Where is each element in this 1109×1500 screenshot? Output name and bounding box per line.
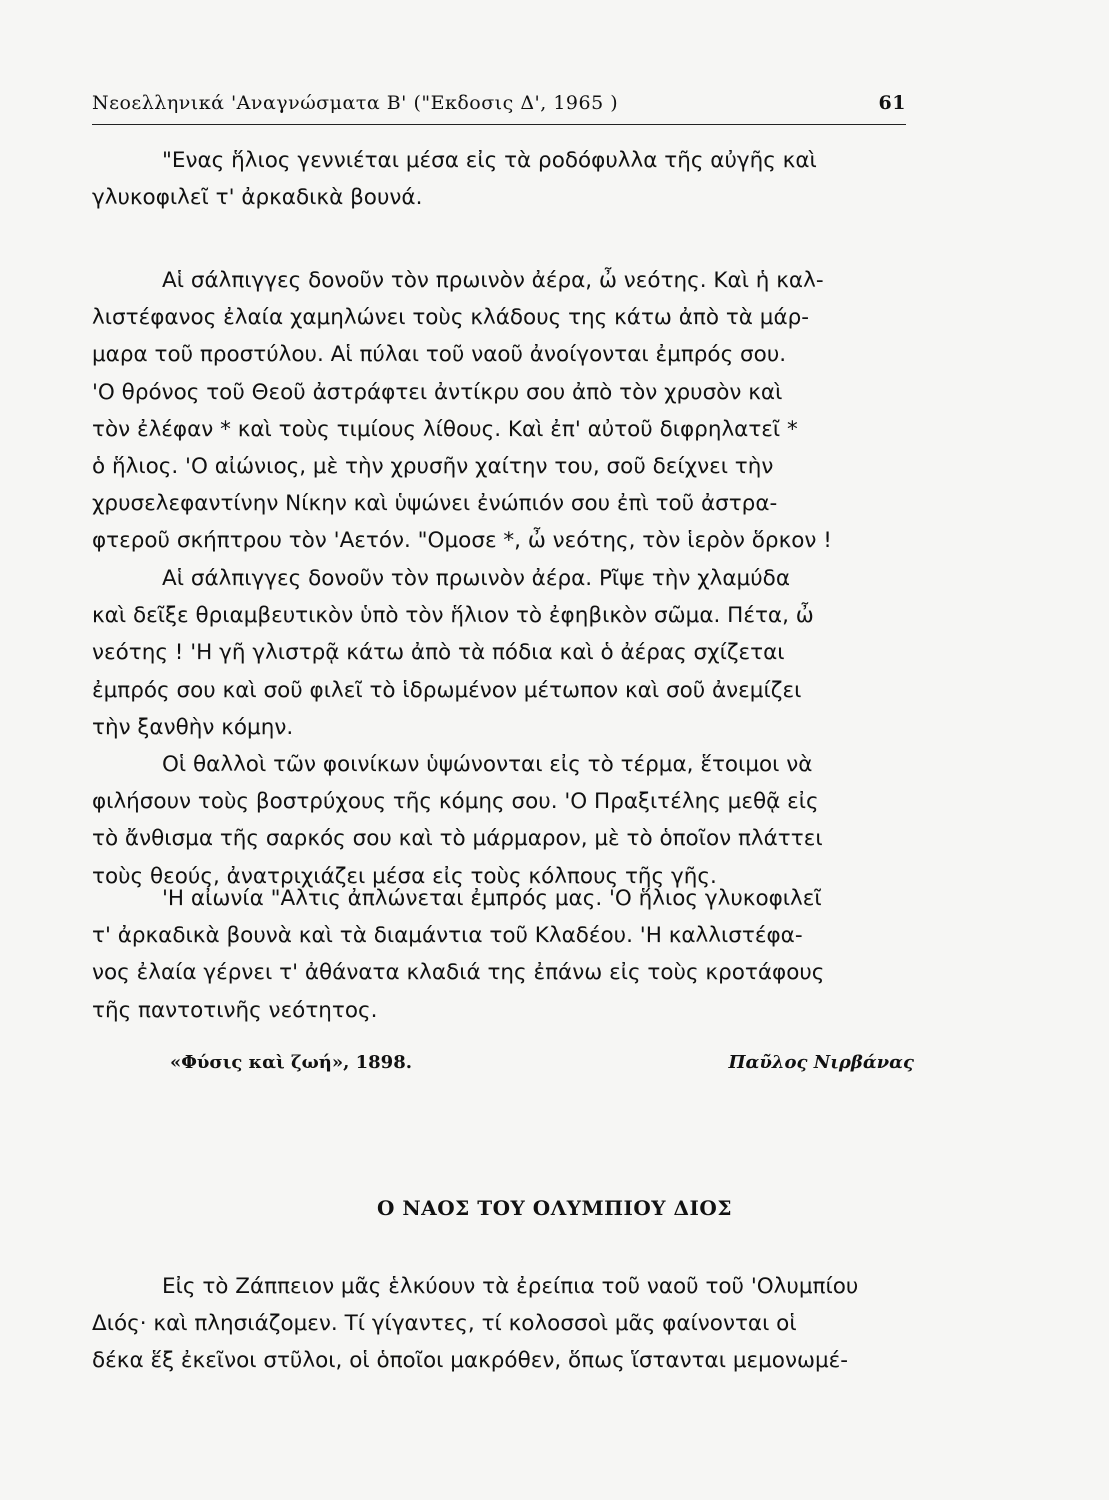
text-line: ἐμπρός σου καὶ σοῦ φιλεῖ τὸ ἱδρωμένον μέτωπον καὶ σοῦ ἀνεμίζει <box>92 677 802 703</box>
paragraph-6 <box>92 1268 914 1380</box>
page-number: 61 <box>878 92 906 114</box>
text-line: νος ἐλαία γέρνει τ' ἀθάνατα κλαδιά της ἐπάνω εἰς τοὺς κροτάφους <box>92 960 825 986</box>
text-line: Διός· καὶ πλησιάζομεν. Τί γίγαντες, τί κολοσσοὶ μᾶς φαίνονται οἱ <box>92 1311 797 1337</box>
paragraph-4 <box>92 746 914 895</box>
text-line: "Ενας ἥλιος γεννιέται μέσα εἰς τὰ ροδόφυλλα τῆς αὐγῆς καὶ <box>162 148 817 173</box>
text-line: τὸν ἐλέφαν * καὶ τοὺς τιμίους λίθους. Καὶ ἐπ' αὐτοῦ διφρηλατεῖ * <box>92 416 798 442</box>
paragraph-1 <box>92 142 914 216</box>
text-line: 'Ο θρόνος τοῦ Θεοῦ ἀστράφτει ἀντίκρυ σου ἀπὸ τὸν χρυσὸν καὶ <box>92 379 783 405</box>
text-line: τῆς παντοτινῆς νεότητος. <box>92 997 378 1023</box>
text-line: τ' ἀρκαδικὰ βουνὰ καὶ τὰ διαμάντια τοῦ Κλαδέου. 'Η καλλιστέφα- <box>92 923 803 949</box>
running-title: Νεοελληνικά 'Αναγνώσματα Β' ("Εκδοσις Δ', 1965 ) <box>92 92 619 114</box>
paragraph-5 <box>92 880 914 1029</box>
text-line: Εἰς τὸ Ζάππειον μᾶς ἑλκύουν τὰ ἐρείπια τοῦ ναοῦ τοῦ 'Ολυμπίου <box>162 1274 859 1299</box>
text-line: Αἱ σάλπιγγες δονοῦν τὸν πρωινὸν ἀέρα. Ρῖψε τὴν χλαμύδα <box>162 566 790 591</box>
text-line: καὶ δεῖξε θριαμβευτικὸν ὑπὸ τὸν ἥλιον τὸ ἐφηβικὸν σῶμα. Πέτα, ὦ <box>92 603 814 629</box>
paragraph-3 <box>92 560 914 746</box>
running-header <box>92 92 906 125</box>
text-line: τὸ ἄνθισμα τῆς σαρκός σου καὶ τὸ μάρμαρον, μὲ τὸ ὁποῖον πλάττει <box>92 826 823 852</box>
source-citation: «Φύσις καὶ ζωή», 1898. <box>170 1052 412 1073</box>
text-line: δέκα ἕξ ἐκεῖνοι στῦλοι, οἱ ὁποῖοι μακρόθεν, ὅπως ἵστανται μεμονωμέ- <box>92 1348 849 1374</box>
text-line: τοὺς θεούς, ἀνατριχιάζει μέσα εἰς τοὺς κόλπους τῆς γῆς. <box>92 863 717 889</box>
text-line: χρυσελεφαντίνην Νίκην καὶ ὑψώνει ἐνώπιόν σου ἐπὶ τοῦ ἀστρα- <box>92 491 778 517</box>
text-line: Οἱ θαλλοὶ τῶν φοινίκων ὑψώνονται εἰς τὸ τέρμα, ἕτοιμοι νὰ <box>162 752 813 777</box>
text-line: 'Η αἰωνία "Αλτις ἀπλώνεται ἐμπρός μας. 'Ο ἥλιος γλυκοφιλεῖ <box>162 886 822 911</box>
text-line: φιλήσουν τοὺς βοστρύχους τῆς κόμης σου. 'Ο Πραξιτέλης μεθᾷ εἰς <box>92 789 819 815</box>
text-line: ὁ ἥλιος. 'Ο αἰώνιος, μὲ τὴν χρυσῆν χαίτην του, σοῦ δείχνει τὴν <box>92 454 774 480</box>
text-line: νεότης ! 'Η γῆ γλιστρᾷ κάτω ἀπὸ τὰ πόδια καὶ ὁ ἀέρας σχίζεται <box>92 640 785 666</box>
text-line: φτεροῦ σκήπτρου τὸν 'Αετόν. "Ομοσε *, ὦ νεότης, τὸν ἱερὸν ὅρκον ! <box>92 528 832 554</box>
text-line: μαρα τοῦ προστύλου. Αἱ πύλαι τοῦ ναοῦ ἀνοίγονται ἐμπρός σου. <box>92 342 787 368</box>
section-title: Ο ΝΑΟΣ ΤΟΥ ΟΛΥΜΠΙΟΥ ΔΙΟΣ <box>377 1196 732 1220</box>
text-line: Αἱ σάλπιγγες δονοῦν τὸν πρωινὸν ἀέρα, ὦ νεότης. Καὶ ἡ καλ- <box>162 268 824 293</box>
paragraph-2 <box>92 262 914 560</box>
text-line: λιστέφανος ἐλαία χαμηλώνει τοὺς κλάδους της κάτω ἀπὸ τὰ μάρ- <box>92 305 810 331</box>
text-line: γλυκοφιλεῖ τ' ἀρκαδικὰ βουνά. <box>92 185 423 211</box>
author-signature: Παῦλος Νιρβάνας <box>728 1052 914 1073</box>
text-line: τὴν ξανθὴν κόμην. <box>92 714 294 740</box>
